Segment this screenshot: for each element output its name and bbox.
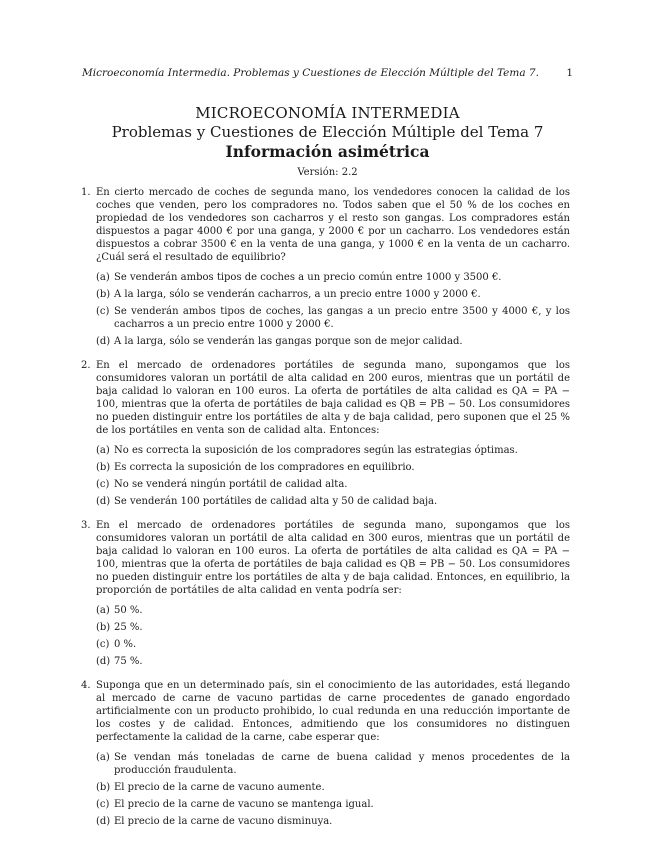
option-text: 50 %. — [114, 605, 143, 616]
option-text: A la larga, sólo se venderán cacharros, a un precio entre 1000 y 2000 €. — [114, 289, 481, 300]
option-label: (d) — [96, 496, 111, 507]
option-text: El precio de la carne de vacuno aumente. — [114, 782, 325, 793]
option-label: (c) — [96, 639, 110, 650]
option-d — [96, 655, 570, 668]
option-a — [96, 604, 570, 617]
option-d — [96, 815, 570, 828]
course-title: MICROECONOMÍA INTERMEDIA — [195, 104, 460, 122]
option-label: (d) — [96, 816, 111, 827]
option-text: 75 %. — [114, 656, 143, 667]
option-text: A la larga, sólo se venderán las gangas porque son de mejor calidad. — [114, 336, 463, 347]
option-label: (a) — [96, 605, 110, 616]
question-1 — [81, 186, 570, 348]
question-number: 1. — [81, 187, 91, 198]
option-d — [96, 495, 570, 508]
option-list — [96, 751, 570, 828]
option-text: El precio de la carne de vacuno disminuya. — [114, 816, 333, 827]
option-text: Es correcta la suposición de los compradores en equilibrio. — [114, 462, 415, 473]
option-label: (b) — [96, 462, 111, 473]
question-2 — [81, 359, 570, 508]
option-c — [96, 638, 570, 651]
option-label: (a) — [96, 445, 110, 456]
option-label: (b) — [96, 289, 111, 300]
option-a — [96, 751, 570, 777]
option-label: (d) — [96, 656, 111, 667]
option-label: (d) — [96, 336, 111, 347]
option-d — [96, 335, 570, 348]
version-label: Versión: 2.2 — [297, 167, 358, 178]
option-b — [96, 781, 570, 794]
question-4 — [81, 679, 570, 828]
question-number: 2. — [81, 360, 91, 371]
question-text: En el mercado de ordenadores portátiles de segunda mano, supongamos que los consumidores valoran un portátil de alta calidad en 200 euros, mientras que un portátil de baja calidad lo valoran en 100 euros. La oferta de portátiles de alta calidad es QA = PA − 100, mientras que la oferta de portátiles de baja calidad es QB = PB − 50. Los consumidores no pueden distinguir entre los portátiles de alta y de baja calidad, pero suponen que el 25 % de los portátiles en venta son de calidad alta. Entonces: — [96, 360, 570, 436]
option-text: 25 %. — [114, 622, 143, 633]
option-label: (c) — [96, 306, 110, 317]
option-b — [96, 288, 570, 301]
option-label: (a) — [96, 752, 110, 763]
option-text: Se venderán ambos tipos de coches a un precio común entre 1000 y 3500 €. — [114, 272, 502, 283]
option-list — [96, 444, 570, 508]
running-header — [82, 67, 573, 79]
running-title: Microeconomía Intermedia. Problemas y Cuestiones de Elección Múltiple del Tema 7. — [82, 67, 539, 79]
option-text: 0 %. — [114, 639, 137, 650]
option-label: (b) — [96, 622, 111, 633]
option-text: Se venderán ambos tipos de coches, las gangas a un precio entre 3500 y 4000 €, y los cacharros a un precio entre 1000 y 2000 €. — [114, 306, 570, 330]
question-list — [81, 186, 570, 839]
question-3 — [81, 519, 570, 668]
option-a — [96, 444, 570, 457]
question-number: 4. — [81, 680, 91, 691]
topic-title: Información asimétrica — [225, 142, 430, 161]
option-text: Se vendan más toneladas de carne de buena calidad y menos procedentes de la producción fraudulenta. — [114, 752, 570, 776]
option-text: No es correcta la suposición de los compradores según las estrategias óptimas. — [114, 445, 518, 456]
option-c — [96, 305, 570, 331]
option-list — [96, 271, 570, 348]
option-a — [96, 271, 570, 284]
option-c — [96, 798, 570, 811]
option-c — [96, 478, 570, 491]
option-text: Se venderán 100 portátiles de calidad alta y 50 de calidad baja. — [114, 496, 438, 507]
question-text: En cierto mercado de coches de segunda mano, los vendedores conocen la calidad de los coches que venden, pero los compradores no. Todos saben que el 50 % de los coches en propiedad de los vendedores son cacharros y el resto son gangas. Los compradores están dispuestos a pagar 4000 € por una ganga, y 2000 € por un cacharro. Los vendedores están dispuestos a cobrar 3500 € en la venta de una ganga, y 1000 € en la venta de un cacharro. ¿Cuál será el resultado de equilibrio? — [96, 187, 570, 263]
option-text: No se venderá ningún portátil de calidad alta. — [114, 479, 348, 490]
question-number: 3. — [81, 520, 91, 531]
option-text: El precio de la carne de vacuno se mantenga igual. — [114, 799, 374, 810]
option-list — [96, 604, 570, 668]
title-block — [82, 104, 573, 180]
option-label: (c) — [96, 799, 110, 810]
option-label: (b) — [96, 782, 111, 793]
option-label: (a) — [96, 272, 110, 283]
option-label: (c) — [96, 479, 110, 490]
document-subtitle: Problemas y Cuestiones de Elección Múltiple del Tema 7 — [111, 123, 544, 141]
option-b — [96, 621, 570, 634]
page-number: 1 — [566, 67, 573, 79]
option-b — [96, 461, 570, 474]
question-text: Suponga que en un determinado país, sin el conocimiento de las autoridades, está llegando al mercado de carne de vacuno partidas de carne procedentes de ganado engordado artificialmente con un producto prohibido, lo cual redunda en una reducción importante de los costes y de calidad. Entonces, admitiendo que los consumidores no distinguen perfectamente la calidad de la carne, cabe esperar que: — [96, 680, 570, 743]
question-text: En el mercado de ordenadores portátiles de segunda mano, supongamos que los consumidores valoran un portátil de alta calidad en 300 euros, mientras que un portátil de baja calidad lo valoran en 100 euros. La oferta de portátiles de alta calidad es QA = PA − 100, mientras que la oferta de portátiles de baja calidad es QB = PB − 50. Los consumidores no pueden distinguir entre los portátiles de alta y de baja calidad. Entonces, en equilibrio, la proporción de portátiles de alta calidad en venta podría ser: — [96, 520, 570, 596]
